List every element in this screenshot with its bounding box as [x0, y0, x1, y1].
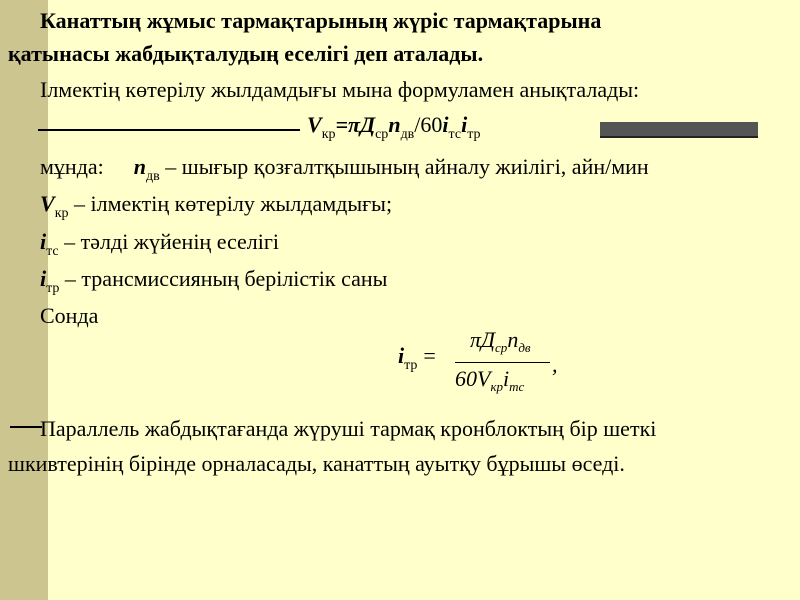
- formula-d-sub: ср: [375, 127, 389, 142]
- numerator-n: n: [507, 327, 519, 352]
- def-symbol: i: [40, 229, 47, 254]
- where-symbol: n: [133, 154, 147, 179]
- where-symbol-sub: дв: [146, 169, 160, 184]
- closing-line-1: Параллель жабдықтағанда жүруші тармақ кронблоктың бір шеткі: [40, 416, 657, 441]
- formula-d: Д: [360, 112, 376, 137]
- definition-line: [40, 229, 279, 259]
- numerator-main: πД: [470, 327, 496, 352]
- dark-accent-block: [600, 122, 758, 138]
- formula2-numerator: [470, 327, 531, 353]
- where-prefix: мұнда:: [40, 154, 104, 179]
- numerator-sub2: дв: [518, 340, 531, 355]
- formula-pi: π: [348, 112, 361, 137]
- denominator-main: 60V: [455, 366, 491, 391]
- formula2-comma: ,: [552, 352, 558, 377]
- formula-div: /60: [414, 112, 443, 137]
- formula2-eq: =: [423, 343, 436, 368]
- divider-line-top: [38, 129, 300, 131]
- where-text: – шығыр қозғалтқышының айналу жиілігі, айн/мин: [159, 154, 649, 179]
- formula-i1: i: [442, 112, 449, 137]
- denominator-sub1: кр: [490, 379, 504, 394]
- def-symbol-sub: тр: [46, 281, 60, 296]
- def-text: – трансмиссияның берілістік саны: [59, 266, 388, 291]
- def-text: – тәлді жүйенің еселігі: [58, 229, 280, 254]
- denominator-i: i: [503, 366, 510, 391]
- denominator-sub2: тс: [509, 379, 525, 394]
- formula-transmission-lhs: [398, 343, 436, 373]
- formula2-denominator: [455, 366, 524, 392]
- title-line-1: Канаттың жұмыс тармақтарының жүріс тармақтарына: [40, 8, 602, 33]
- formula-velocity: [307, 112, 480, 142]
- intro-text: Ілмектің көтерілу жылдамдығы мына формуламен анықталады:: [40, 77, 640, 102]
- then-text: Сонда: [40, 303, 99, 328]
- formula-i1-sub: тс: [448, 127, 462, 142]
- def-symbol-sub: тс: [46, 244, 59, 259]
- formula-v: V: [307, 112, 322, 137]
- formula2-lhs-sub: тр: [404, 358, 418, 373]
- def-symbol: i: [40, 266, 47, 291]
- formula-eq: =: [335, 112, 349, 137]
- divider-line-bottom: [10, 426, 42, 428]
- definition-line: [40, 191, 392, 221]
- formula-i2-sub: тр: [467, 127, 481, 142]
- closing-line-2: шкивтерінің бірінде орналасады, канаттың ауытқу бұрышы өседі.: [8, 451, 625, 476]
- fraction-bar: [455, 362, 550, 363]
- formula-n: n: [388, 112, 401, 137]
- def-symbol: V: [40, 191, 55, 216]
- formula-v-sub: кр: [321, 127, 336, 142]
- definition-line: [40, 266, 387, 296]
- where-line: [40, 154, 649, 184]
- def-symbol-sub: кр: [54, 206, 69, 221]
- formula-n-sub: дв: [400, 127, 415, 142]
- def-text: – ілмектің көтерілу жылдамдығы;: [68, 191, 393, 216]
- numerator-sub1: ср: [495, 340, 508, 355]
- formula-i2: i: [461, 112, 468, 137]
- title-line-2: қатынасы жабдықталудың еселігі деп аталады.: [8, 41, 484, 66]
- formula2-lhs: i: [398, 343, 405, 368]
